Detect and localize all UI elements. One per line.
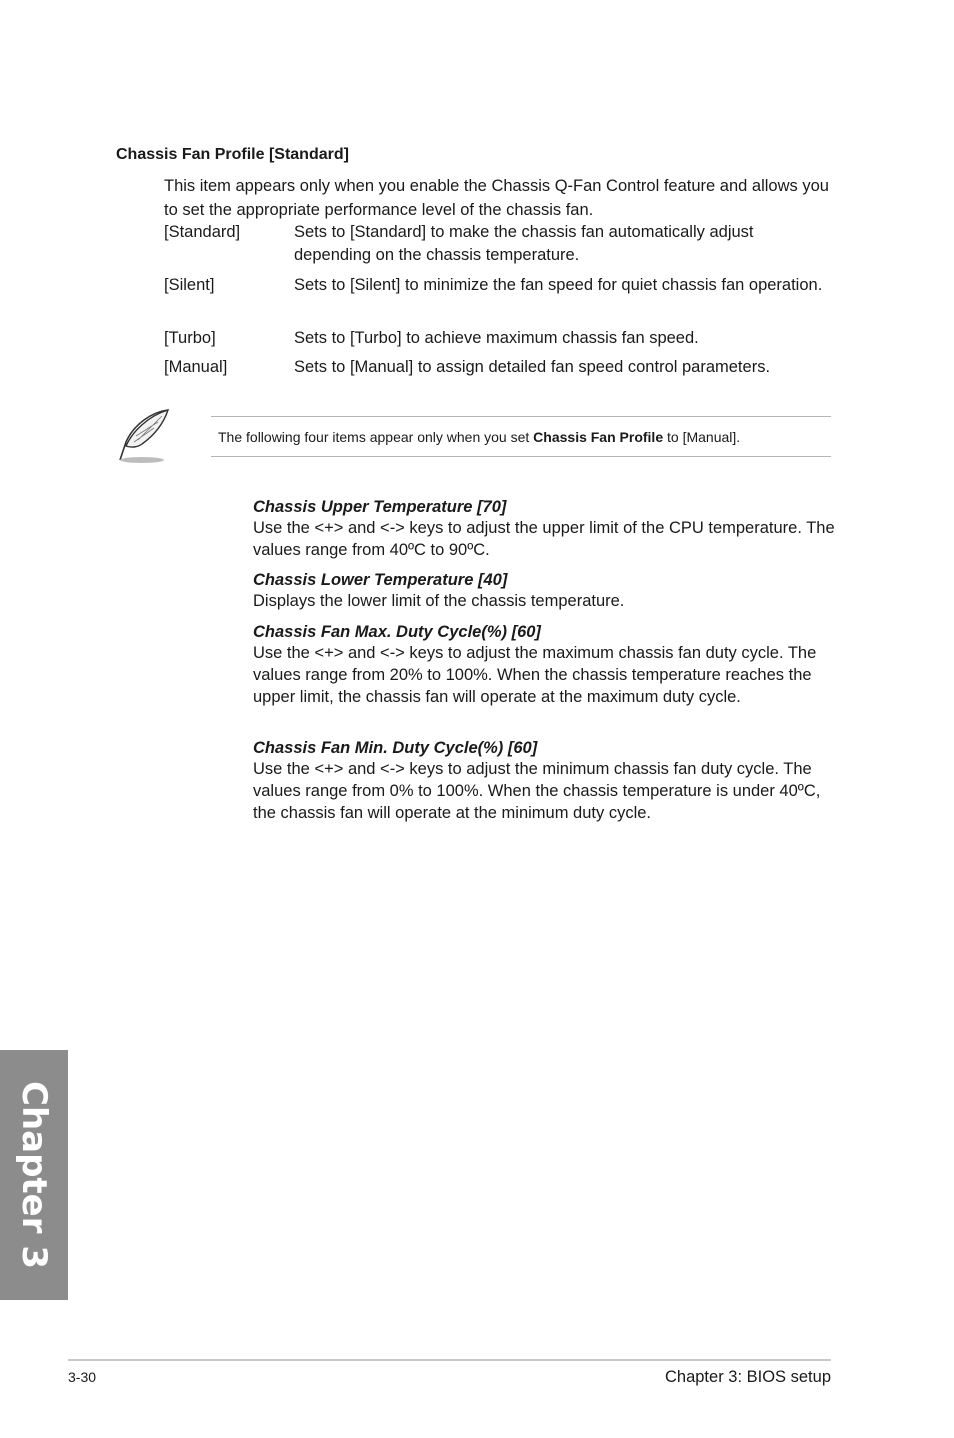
option-key-standard: [Standard] — [164, 223, 241, 241]
feather-pen-icon — [112, 406, 176, 466]
option-key-turbo: [Turbo] — [164, 329, 216, 347]
subitem-title: Chassis Upper Temperature [70] — [253, 498, 507, 516]
chapter-tab-label: Chapter 3 — [14, 1080, 54, 1270]
subitem-lower-temperature — [253, 569, 838, 613]
subitem-upper-temperature — [253, 496, 838, 562]
subitem-min-duty-cycle — [253, 737, 838, 824]
section-title: Chassis Fan Profile [Standard] — [116, 146, 349, 163]
subitem-title: Chassis Fan Max. Duty Cycle(%) [60] — [253, 623, 541, 641]
note-text: The following four items appear only when you set Chassis Fan Profile to [Manual]. — [218, 429, 741, 445]
note-top-rule — [211, 416, 831, 417]
option-desc-manual: Sets to [Manual] to assign detailed fan speed control parameters. — [294, 358, 771, 376]
subitem-desc: Use the <+> and <-> keys to adjust the minimum chassis fan duty cycle. The values range from 0% to 100%. When the chassis temperature is under 40ºC, the chassis fan will operate at the minimum duty cycle. — [253, 760, 821, 822]
subitem-desc: Use the <+> and <-> keys to adjust the maximum chassis fan duty cycle. The values range from 20% to 100%. When the chassis temperature reaches the upper limit, the chassis fan will operate at the maximum duty cycle. — [253, 644, 817, 706]
note-bottom-rule — [211, 456, 831, 457]
note-bold-term: Chassis Fan Profile — [533, 429, 664, 445]
subitem-title: Chassis Fan Min. Duty Cycle(%) [60] — [253, 739, 538, 757]
subitem-title: Chassis Lower Temperature [40] — [253, 571, 508, 589]
footer-rule — [68, 1359, 831, 1361]
option-key-manual: [Manual] — [164, 358, 228, 376]
option-desc-standard: Sets to [Standard] to make the chassis fan automatically adjust depending on the chassis temperature. — [294, 223, 754, 264]
subitem-max-duty-cycle — [253, 621, 838, 708]
option-desc-turbo: Sets to [Turbo] to achieve maximum chassis fan speed. — [294, 329, 699, 347]
footer-chapter-title: Chapter 3: BIOS setup — [664, 1368, 831, 1386]
subitem-desc: Displays the lower limit of the chassis temperature. — [253, 592, 625, 610]
page-number: 3-30 — [68, 1369, 97, 1385]
subitem-desc: Use the <+> and <-> keys to adjust the upper limit of the CPU temperature. The values range from 40ºC to 90ºC. — [253, 519, 835, 559]
section-intro: This item appears only when you enable the Chassis Q-Fan Control feature and allows you to set the appropriate performance level of the chassis fan. — [164, 177, 829, 219]
chapter-tab — [0, 1050, 68, 1300]
option-desc-silent: Sets to [Silent] to minimize the fan speed for quiet chassis fan operation. — [294, 276, 823, 294]
option-key-silent: [Silent] — [164, 276, 215, 294]
